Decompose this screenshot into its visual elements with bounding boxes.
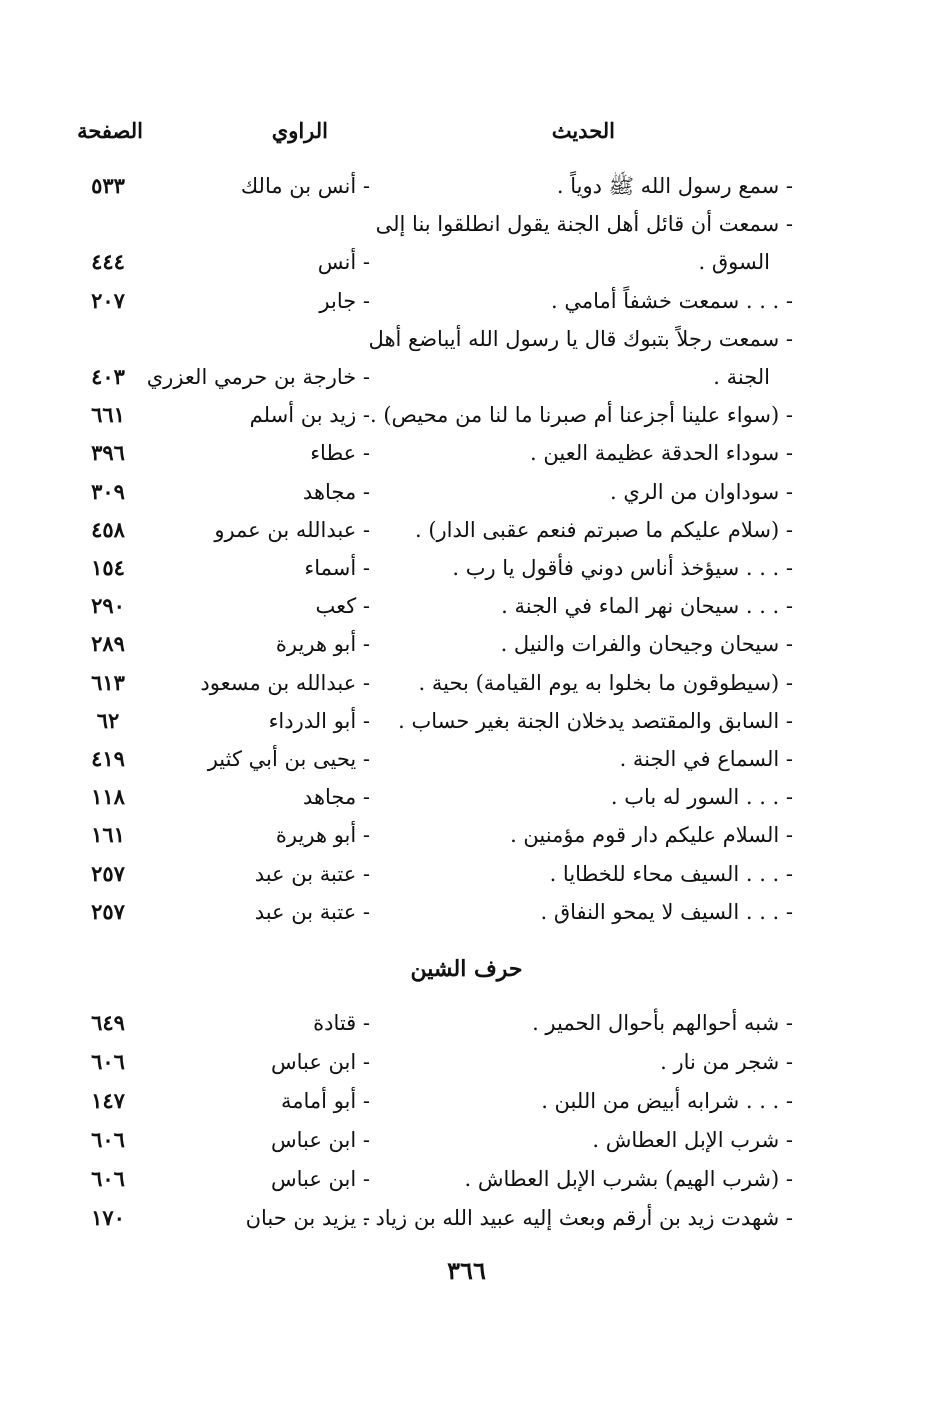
- index-row: [0, 1045, 933, 1079]
- index-row: [0, 818, 933, 852]
- hadith-text: - سيحان وجيحان والفرات والنيل .: [500, 632, 793, 657]
- hadith-text: - سوداوان من الري .: [610, 479, 793, 504]
- hadith-text: - . . . السور له باب .: [610, 785, 793, 810]
- page-ref: ٢٨٩: [91, 631, 125, 657]
- narrator-name: - جابر: [319, 288, 370, 313]
- index-row: [0, 1162, 933, 1196]
- index-row: [0, 245, 933, 279]
- hadith-text: - . . . شرابه أبيض من اللبن .: [541, 1089, 793, 1113]
- narrator-name: - زيد بن أسلم: [249, 403, 370, 428]
- header-narrator: الراوي: [271, 118, 328, 143]
- index-row: [0, 284, 933, 318]
- hadith-text: - (سيطوقون ما بخلوا به يوم القيامة) بحية .: [418, 670, 793, 695]
- narrator-name: - خارجة بن حرمي العزري: [146, 365, 370, 389]
- hadith-text: - شبه أحوالهم بأحوال الحمير .: [532, 1011, 793, 1035]
- narrator-name: - عتبة بن عبد: [254, 861, 370, 886]
- header-hadith: الحديث: [551, 118, 615, 143]
- index-row: [0, 742, 933, 776]
- narrator-name: - يحيى بن أبي كثير: [207, 747, 370, 771]
- index-row: [0, 551, 933, 585]
- index-row: [0, 207, 933, 241]
- hadith-text: - سمعت رجلاً بتبوك قال يا رسول الله أيباضع أهل: [368, 326, 793, 351]
- narrator-name: - عبدالله بن مسعود: [200, 670, 370, 695]
- page-ref: ١١٨: [91, 784, 125, 810]
- hadith-text: الجنة .: [713, 365, 770, 389]
- narrator-name: - ابن عباس: [270, 1050, 370, 1074]
- header-page: الصفحة: [77, 118, 143, 143]
- page-ref: ٦٠٦: [91, 1166, 125, 1191]
- page-ref: ١٦١: [91, 822, 125, 848]
- index-row: [0, 666, 933, 700]
- index-row: [0, 513, 933, 547]
- hadith-text: - سمعت أن قائل أهل الجنة يقول انطلقوا بنا إلى: [375, 212, 793, 237]
- index-row: [0, 1006, 933, 1040]
- page-ref: ٦١٣: [91, 669, 125, 695]
- hadith-text: - شجر من نار .: [660, 1050, 793, 1074]
- page-ref: ١٧٠: [91, 1205, 125, 1230]
- narrator-name: - أنس بن مالك: [240, 174, 370, 198]
- index-row: [0, 895, 933, 929]
- index-row: [0, 704, 933, 738]
- page-number: ٣٦٦: [447, 1256, 486, 1285]
- hadith-text: - السلام عليكم دار قوم مؤمنين .: [510, 823, 793, 848]
- page-ref: ٤١٩: [91, 746, 125, 771]
- narrator-name: - أنس: [317, 250, 370, 275]
- hadith-text: - . . . السيف محاء للخطايا .: [549, 861, 793, 886]
- page-ref: ٦٠٦: [91, 1127, 125, 1152]
- narrator-name: - عبدالله بن عمرو: [214, 517, 370, 542]
- hadith-text: السوق .: [698, 250, 770, 275]
- index-row: [0, 589, 933, 623]
- page-ref: ٤٠٣: [91, 364, 125, 389]
- index-row: [0, 627, 933, 661]
- page-ref: ٤٥٨: [91, 516, 125, 542]
- hadith-text: - شرب الإبل العطاش .: [592, 1128, 793, 1152]
- page-ref: ٤٤٤: [91, 249, 125, 275]
- narrator-name: - مجاهد: [302, 785, 370, 810]
- page-ref: ٢٥٧: [91, 898, 125, 924]
- narrator-name: - أبو هريرة: [275, 632, 370, 657]
- page-ref: ٢٩٠: [91, 593, 125, 619]
- index-row: [0, 1201, 933, 1235]
- index-row: [0, 436, 933, 470]
- hadith-text: - السماع في الجنة .: [619, 747, 793, 771]
- page-ref: ٦٤٩: [91, 1010, 125, 1035]
- hadith-text: - شهدت زيد بن أرقم وبعث إليه عبيد الله بن زياد .: [362, 1206, 793, 1230]
- hadith-text: - (سلام عليكم ما صبرتم فنعم عقبى الدار) .: [414, 517, 793, 542]
- page-ref: ٢٥٧: [91, 860, 125, 886]
- narrator-name: - يزيد بن حبان: [245, 1206, 370, 1230]
- index-row: [0, 360, 933, 394]
- index-row: [0, 169, 933, 203]
- hadith-text: - . . . سيؤخذ أناس دوني فأقول يا رب .: [452, 556, 793, 580]
- index-row: [0, 857, 933, 891]
- hadith-text: - (شرب الهيم) بشرب الإبل العطاش .: [464, 1167, 793, 1191]
- page-ref: ٦٠٦: [91, 1049, 125, 1074]
- page-ref: ١٥٤: [91, 555, 125, 580]
- narrator-name: - أبو أمامة: [281, 1089, 370, 1113]
- hadith-text: - . . . سيحان نهر الماء في الجنة .: [501, 594, 793, 619]
- page-ref: ٣٩٦: [91, 440, 125, 466]
- index-row: [0, 1123, 933, 1157]
- index-row: [0, 475, 933, 509]
- hadith-text: - سمع رسول الله ﷺ دوياً .: [556, 174, 793, 198]
- narrator-name: - قتادة: [313, 1011, 370, 1035]
- hadith-text: - السابق والمقتصد يدخلان الجنة بغير حساب .: [398, 708, 793, 733]
- index-row: [0, 322, 933, 356]
- narrator-name: - أسماء: [304, 556, 370, 580]
- section-title: حرف الشين: [410, 956, 523, 982]
- hadith-text: - . . . سمعت خشفاً أمامي .: [551, 288, 793, 313]
- narrator-name: - عتبة بن عبد: [254, 899, 370, 924]
- page-ref: ٢٠٧: [91, 287, 125, 313]
- narrator-name: - مجاهد: [302, 479, 370, 504]
- narrator-name: - أبو الدرداء: [268, 708, 370, 733]
- index-row: [0, 1084, 933, 1118]
- page-ref: ٣٠٩: [91, 478, 125, 504]
- narrator-name: - ابن عباس: [270, 1128, 370, 1152]
- narrator-name: - كعب: [315, 594, 370, 619]
- index-row: [0, 398, 933, 432]
- page-ref: ٦٢: [96, 707, 120, 733]
- hadith-text: - . . . السيف لا يمحو النفاق .: [540, 899, 793, 924]
- page-ref: ٥٣٣: [91, 173, 125, 198]
- index-row: [0, 780, 933, 814]
- narrator-name: - عطاء: [310, 441, 370, 466]
- page-ref: ١٤٧: [91, 1088, 125, 1113]
- hadith-text: - سوداء الحدقة عظيمة العين .: [530, 441, 793, 466]
- page-ref: ٦٦١: [91, 402, 125, 428]
- narrator-name: - ابن عباس: [270, 1167, 370, 1191]
- hadith-text: - (سواء علينا أجزعنا أم صبرنا ما لنا من محيص) .: [369, 403, 793, 428]
- narrator-name: - أبو هريرة: [275, 823, 370, 848]
